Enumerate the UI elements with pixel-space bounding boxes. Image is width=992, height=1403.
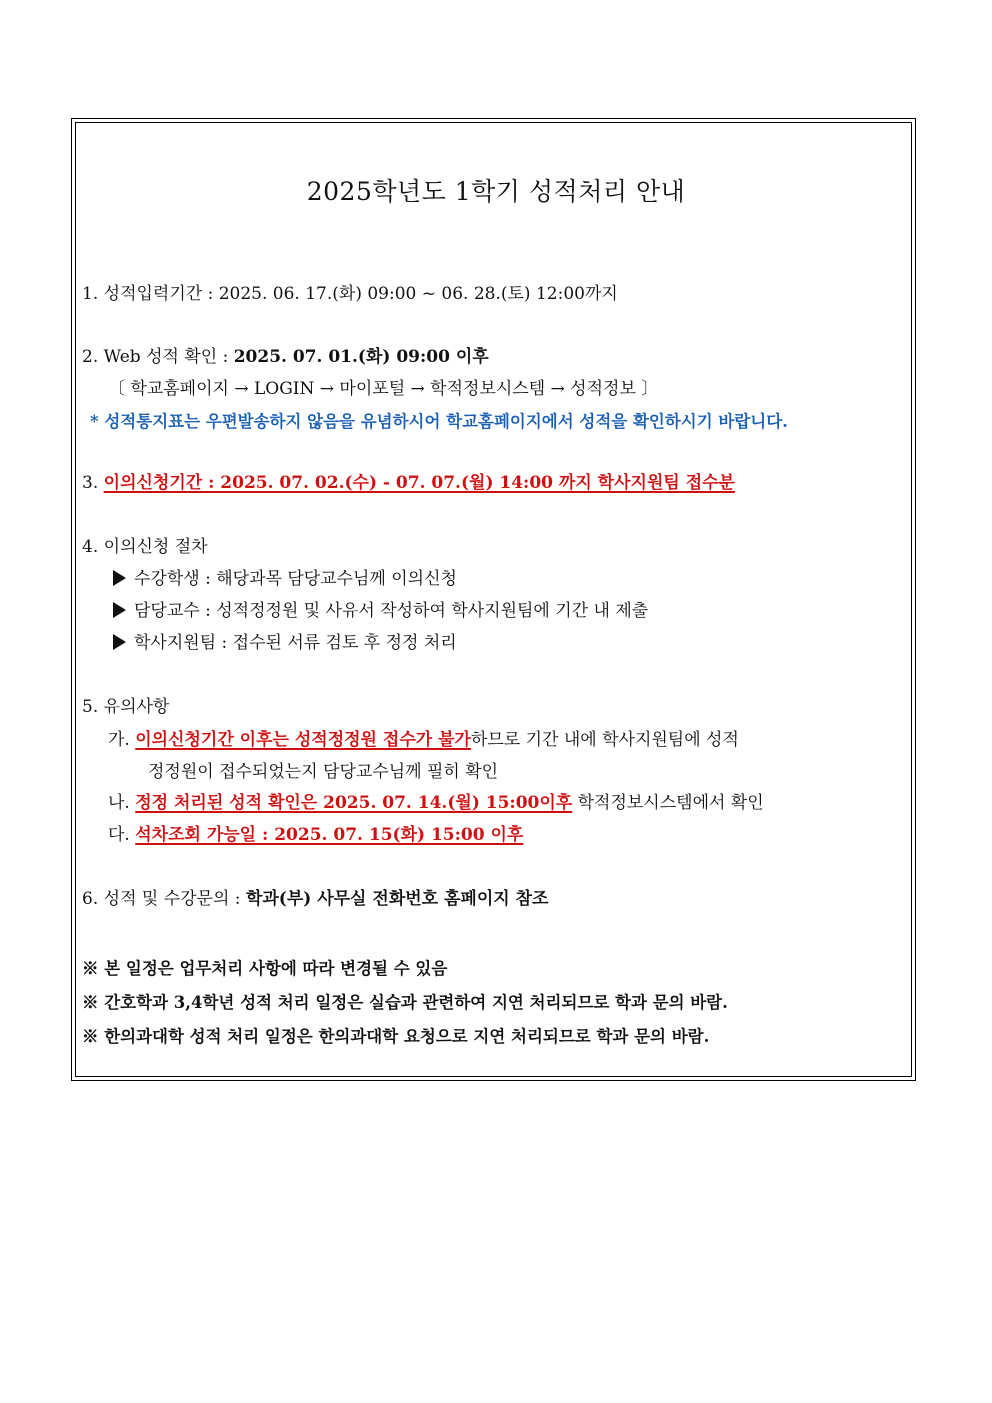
section-3-text: 이의신청기간 : 2025. 07. 02.(수) - 07. 07.(월) 14:00 까지 학사지원팀 접수분: [103, 473, 735, 493]
section-2-value: 2025. 07. 01.(화) 09:00 이후: [233, 347, 489, 367]
footnote: ※ 한의과대학 성적 처리 일정은 한의과대학 요청으로 지연 처리되므로 학과 문의 바람.: [82, 1027, 710, 1046]
section-2-number: 2.: [82, 347, 99, 367]
notice-a: [108, 729, 739, 751]
section-4-label: 이의신청 절차: [103, 537, 208, 557]
notice-c-marker: 다.: [108, 825, 130, 845]
notice-c-highlight: 석차조회 가능일 : 2025. 07. 15(화) 15:00 이후: [135, 825, 524, 845]
notice-b-marker: 나.: [108, 793, 130, 813]
procedure-item: [113, 600, 648, 622]
procedure-item-text: 수강학생 : 해당과목 담당교수님께 이의신청: [134, 569, 457, 589]
section-5: [82, 696, 169, 718]
notice-a-marker: 가.: [108, 730, 130, 750]
notice-c: [108, 824, 523, 846]
section-6-value: 학과(부) 사무실 전화번호 홈페이지 참조: [245, 889, 549, 909]
section-1-value: 2025. 06. 17.(화) 09:00 ~ 06. 28.(토) 12:00까지: [218, 284, 618, 304]
section-5-label: 유의사항: [103, 697, 170, 717]
triangle-bullet-icon: [113, 570, 126, 586]
footnote: ※ 본 일정은 업무처리 사항에 따라 변경될 수 있음: [82, 959, 448, 978]
section-6-label: 성적 및 수강문의 :: [103, 889, 246, 909]
section-5-number: 5.: [82, 697, 99, 717]
notice-a-continued: 정정원이 접수되었는지 담당교수님께 필히 확인: [148, 762, 499, 782]
section-2-label: Web 성적 확인 :: [103, 347, 234, 367]
procedure-item: [113, 568, 457, 590]
notice-a-rest: 하므로 기간 내에 학사지원팀에 성적: [470, 730, 739, 750]
section-1: [82, 283, 618, 305]
section-1-label: 성적입력기간 :: [103, 284, 219, 304]
section-2: [82, 346, 489, 368]
section-2-path: 〔 학교홈페이지 → LOGIN → 마이포털 → 학적정보시스템 → 성적정보 〕: [108, 379, 659, 399]
section-6-number: 6.: [82, 889, 99, 909]
section-2-note: * 성적통지표는 우편발송하지 않음을 유념하시어 학교홈페이지에서 성적을 확인하시기 바랍니다.: [90, 412, 788, 431]
section-1-number: 1.: [82, 284, 99, 304]
section-3: [82, 472, 735, 494]
procedure-item-text: 담당교수 : 성적정정원 및 사유서 작성하여 학사지원팀에 기간 내 제출: [134, 601, 649, 621]
section-3-number: 3.: [82, 473, 99, 493]
procedure-item: [113, 632, 457, 654]
page-title: 2025학년도 1학기 성적처리 안내: [306, 177, 686, 206]
notice-b-highlight: 정정 처리된 성적 확인은 2025. 07. 14.(월) 15:00이후: [135, 793, 573, 813]
section-4-number: 4.: [82, 537, 99, 557]
triangle-bullet-icon: [113, 602, 126, 618]
section-6: [82, 888, 548, 910]
notice-b-rest: 학적정보시스템에서 확인: [572, 793, 764, 813]
procedure-item-text: 학사지원팀 : 접수된 서류 검토 후 정정 처리: [134, 633, 457, 653]
triangle-bullet-icon: [113, 634, 126, 650]
footnote: ※ 간호학과 3,4학년 성적 처리 일정은 실습과 관련하여 지연 처리되므로 학과 문의 바람.: [82, 993, 728, 1012]
notice-a-highlight: 이의신청기간 이후는 성적정정원 접수가 불가: [135, 730, 471, 750]
notice-b: [108, 792, 764, 814]
section-4: [82, 536, 208, 558]
